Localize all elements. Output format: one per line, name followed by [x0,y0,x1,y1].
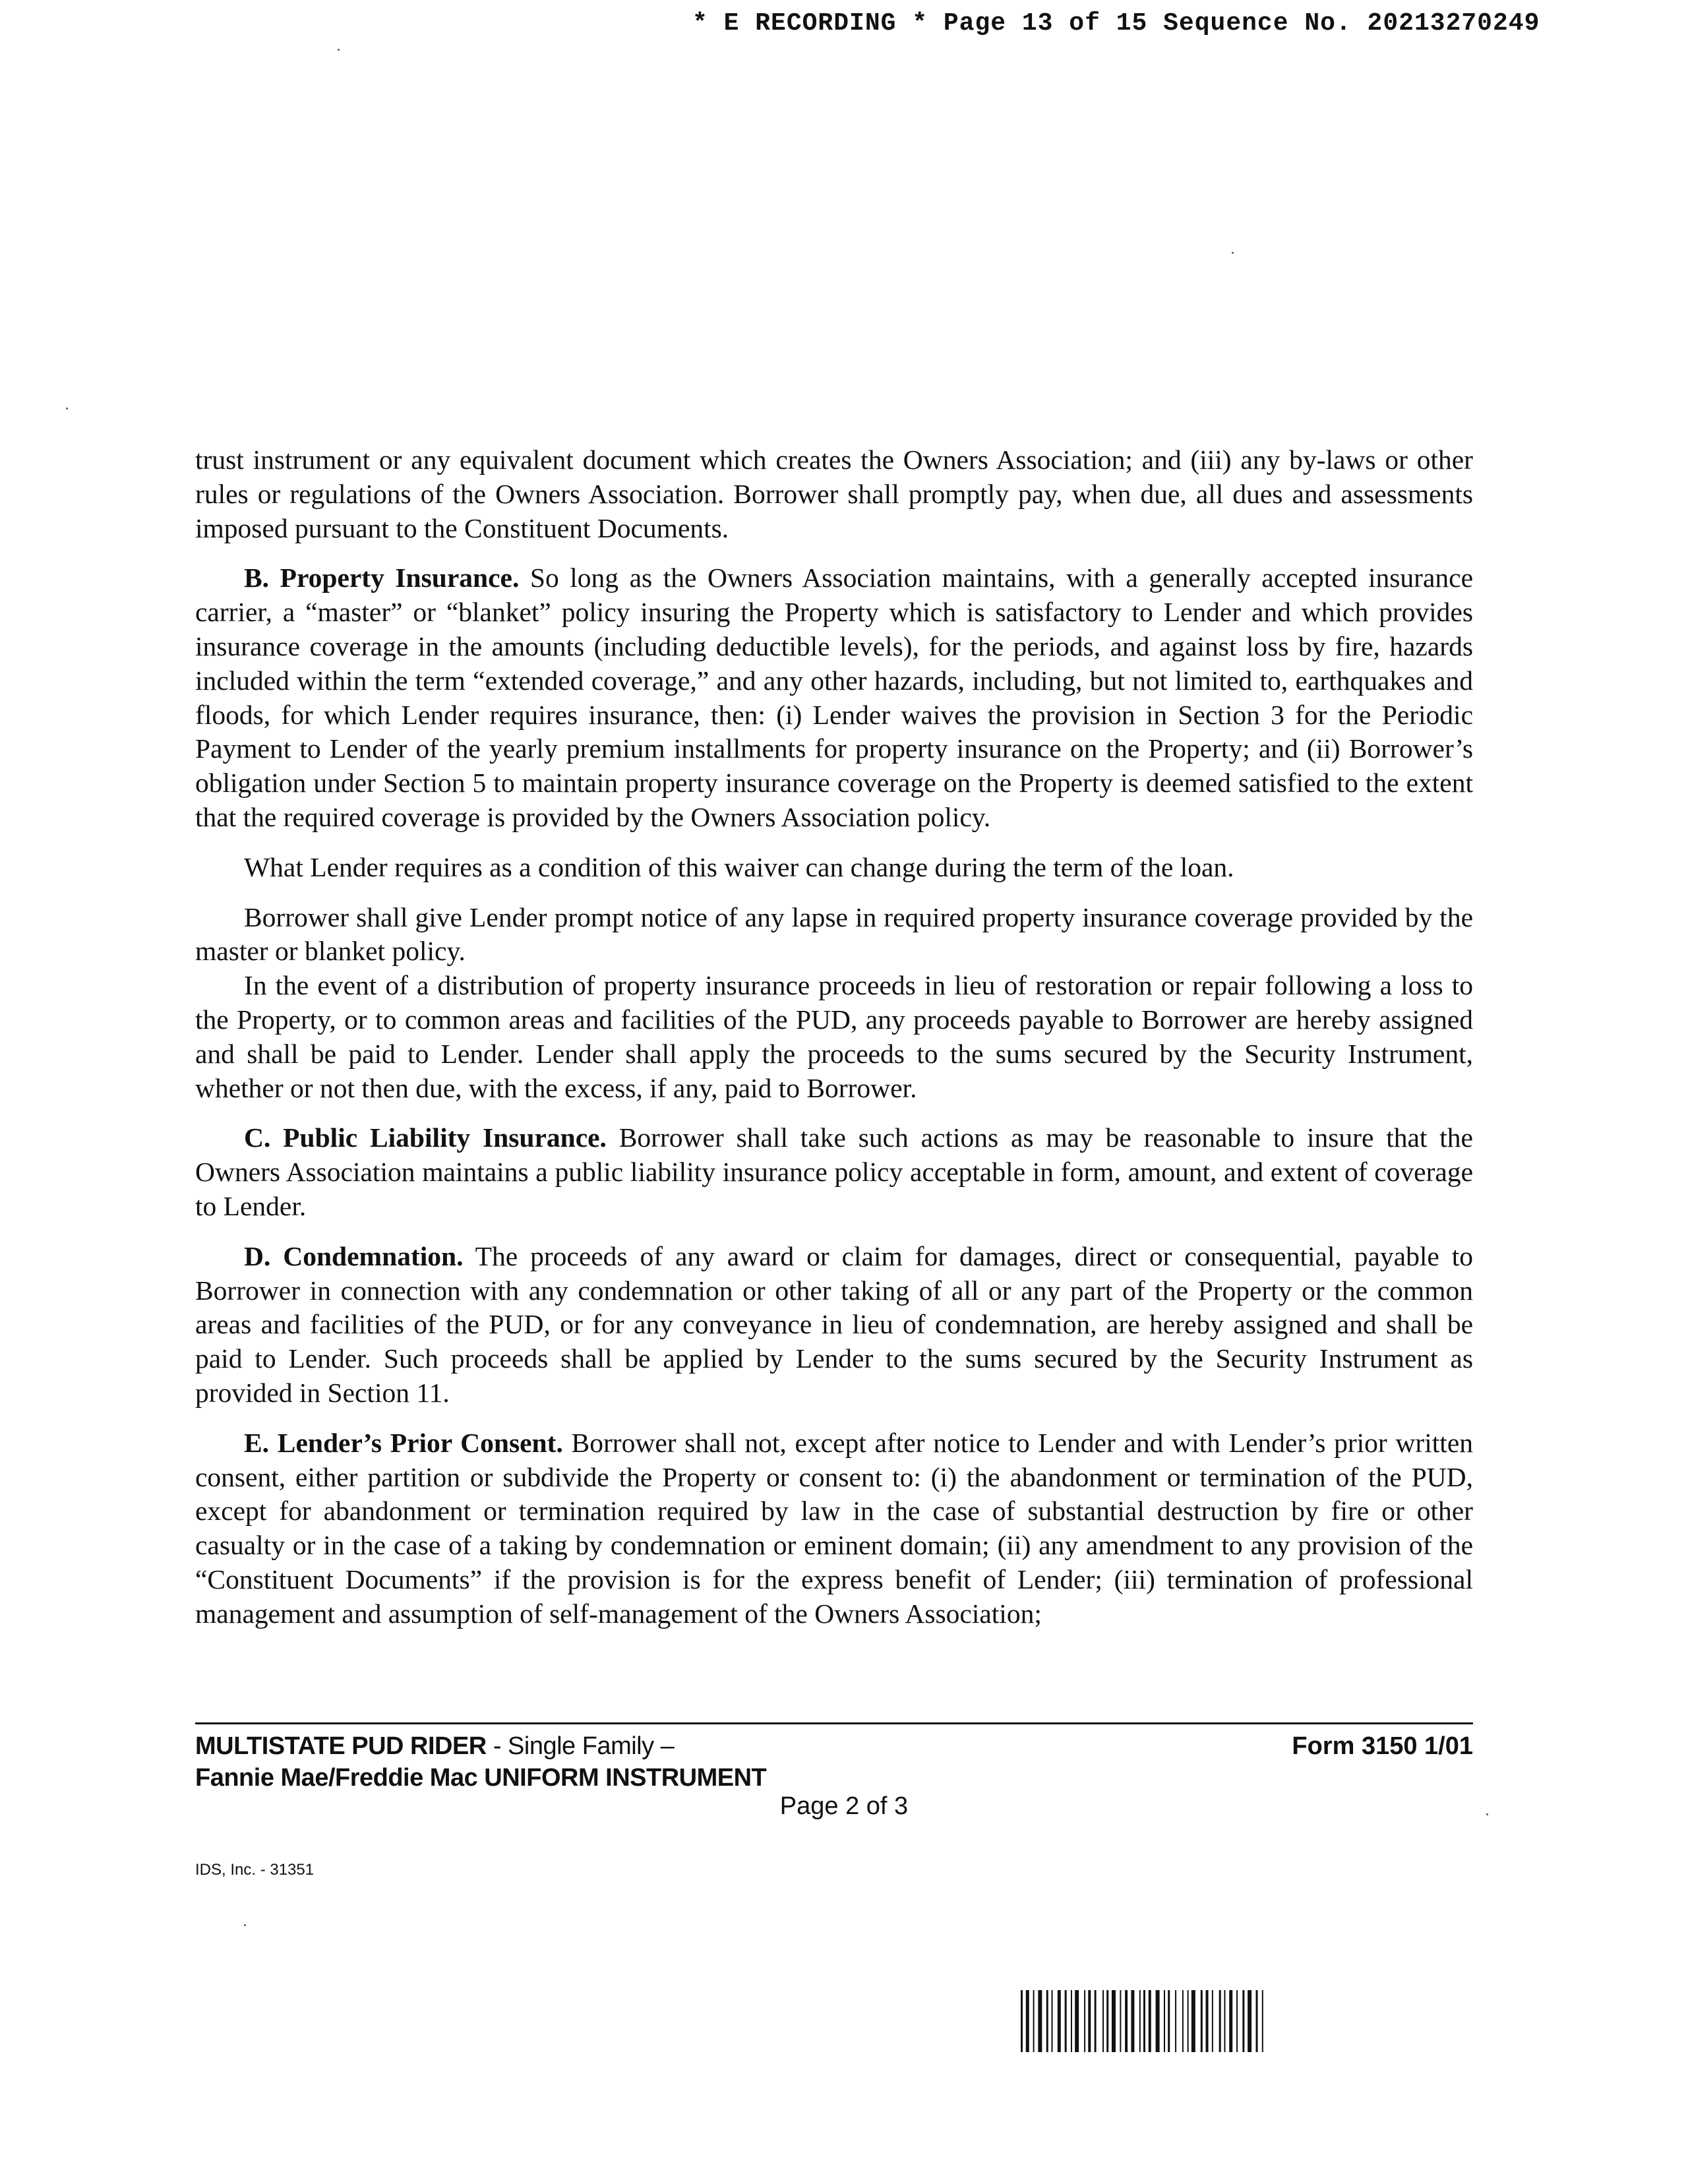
barcode-bar [1095,1990,1097,2052]
paragraph-condemnation [195,1240,1473,1410]
barcode-bar [1256,1990,1258,2052]
barcode-bar [1149,1990,1151,2052]
barcode-bar [1071,1990,1072,2052]
barcode-bar [1084,1990,1085,2052]
barcode-bar [1182,1990,1184,2052]
barcode-bar [1065,1990,1067,2052]
barcode-bar [1046,1990,1048,2052]
document-body [195,443,1473,1647]
paragraph-prior-consent [195,1426,1473,1631]
prior-consent-text: Borrower shall not, except after notice to Lender and with Lender’s prior written consent, either partition or subdivide the Property or consent to: (i) the abandonment or termination of the PUD, except for abandonment or termination required by law in the case of substantial destruction by fire or other casualty or in the case of a taking by condemnation or eminent domain; (ii) any amendment to any provision of the “Constituent Documents” if the provision is for the express benefit of Lender; (iii) termination of professional management and assumption of self-management of the Owners Association; [195,1427,1473,1629]
barcode-bar [1112,1990,1116,2052]
barcode-bar [1026,1990,1029,2052]
barcode-bar [1219,1990,1221,2052]
barcode-bar [1120,1990,1121,2052]
barcode-bar [1191,1990,1195,2052]
barcode-bar [1168,1990,1170,2052]
form-title-rest: - Single Family – [486,1732,675,1760]
heading-property-insurance: B. Property Insurance. [244,562,520,593]
barcode-bar [1075,1990,1079,2052]
barcode-bar [1188,1990,1189,2052]
form-footer [195,1730,1473,1794]
recording-header: * E RECORDING * Page 13 of 15 Sequence No. 20213270249 [692,9,1540,38]
ids-code: IDS, Inc. - 31351 [195,1861,315,1879]
form-title-bold: MULTISTATE PUD RIDER [195,1732,487,1760]
barcode-bar [1139,1990,1141,2052]
property-insurance-text: So long as the Owners Association maintains, with a generally accepted insurance carrier, a “master” or “blanket” policy insuring the Property which is satisfactory to Lender and which provides insurance coverage in the amounts (including deductible levels), for the periods, and against loss by fire, hazards included within the term “extended coverage,” and any other hazards, including, but not limited to, earthquakes and floods, for which Lender requires insurance, then: (i) Lender waives the provision in Section 3 for the Periodic Payment to Lender of the yearly premium installments for property insurance on the Property; and (ii) Borrower’s obligation under Section 5 to maintain property insurance coverage on the Property is deemed satisfied to the extent that the required coverage is provided by the Owners Association policy. [195,562,1473,832]
heading-condemnation: D. Condemnation. [244,1240,464,1271]
barcode-bar [1106,1990,1108,2052]
barcode-bar [1102,1990,1104,2052]
barcode-bar [1262,1990,1263,2052]
paragraph-constituent-docs: trust instrument or any equivalent document which creates the Owners Association; and (iii) any by-laws or other rules or regulations of the Owners Association. Borrower shall promptly pay, when due, all dues and assessments imposed pursuant to the Constituent Documents. [195,444,1473,543]
barcode-bar [1236,1990,1238,2052]
barcode-bar [1229,1990,1232,2052]
barcode-bar [1242,1990,1244,2052]
page-number: Page 2 of 3 [779,1792,909,1820]
form-number: Form 3150 1/01 [1292,1732,1473,1760]
barcode-bar [1164,1990,1165,2052]
condemnation-text: The proceeds of any award or claim for damages, direct or consequential, payable to Borrower in connection with any condemnation or other taking of all or any part of the Property or the common areas and facilities of the PUD, or for any conveyance in lieu of condemnation, are hereby assigned and shall be paid to Lender. Such proceeds shall be applied by Lender to the sums secured by the Security Instrument as provided in Section 11. [195,1240,1473,1408]
barcode-bar [1058,1990,1061,2052]
barcode-bar [1212,1990,1213,2052]
barcode-bar [1052,1990,1053,2052]
barcode-bar [1033,1990,1035,2052]
barcode-bar [1143,1990,1145,2052]
scan-speck [338,49,340,51]
instrument-name: Fannie Mae/Freddie Mac UNIFORM INSTRUMENT [195,1764,767,1792]
footer-row-instrument [195,1762,1473,1794]
barcode-bar [1248,1990,1251,2052]
barcode-icon [1021,1990,1476,2052]
heading-prior-consent: E. Lender’s Prior Consent. [244,1427,563,1458]
barcode-bar [1224,1990,1225,2052]
barcode-bar [1206,1990,1209,2052]
barcode-bar [1125,1990,1128,2052]
scan-speck [66,408,68,410]
barcode-bar [1175,1990,1176,2052]
barcode-bar [1088,1990,1091,2052]
footer-divider [195,1722,1473,1724]
paragraph-waiver: What Lender requires as a condition of this waiver can change during the term of the loan. [244,851,1234,882]
paragraph-public-liability [195,1121,1473,1223]
barcode-bar [1131,1990,1134,2052]
paragraph-property-insurance [195,561,1473,834]
heading-public-liability: C. Public Liability Insurance. [244,1122,607,1153]
form-title [195,1730,674,1762]
scan-speck [1232,252,1234,254]
scan-speck [244,1924,246,1926]
footer-row-title [195,1730,1473,1762]
barcode-bar [1021,1990,1023,2052]
barcode-bar [1201,1990,1203,2052]
paragraph-lapse-notice: Borrower shall give Lender prompt notice of any lapse in required property insurance coverage provided by the master or blanket policy. [195,901,1473,967]
barcode-bar [1038,1990,1042,2052]
public-liability-text: Borrower shall take such actions as may be reasonable to insure that the Owners Association maintains a public liability insurance policy acceptable in form, amount, and extent of coverage to Lender. [195,1122,1473,1221]
barcode-bar [1156,1990,1160,2052]
paragraph-distribution: In the event of a distribution of property insurance proceeds in lieu of restoration or repair following a loss to the Property, or to common areas and facilities of the PUD, any proceeds payable to Borrower are hereby assigned and shall be paid to Lender. Lender shall apply the proceeds to the sums secured by the Security Instrument, whether or not then due, with the excess, if any, paid to Borrower. [195,970,1473,1103]
